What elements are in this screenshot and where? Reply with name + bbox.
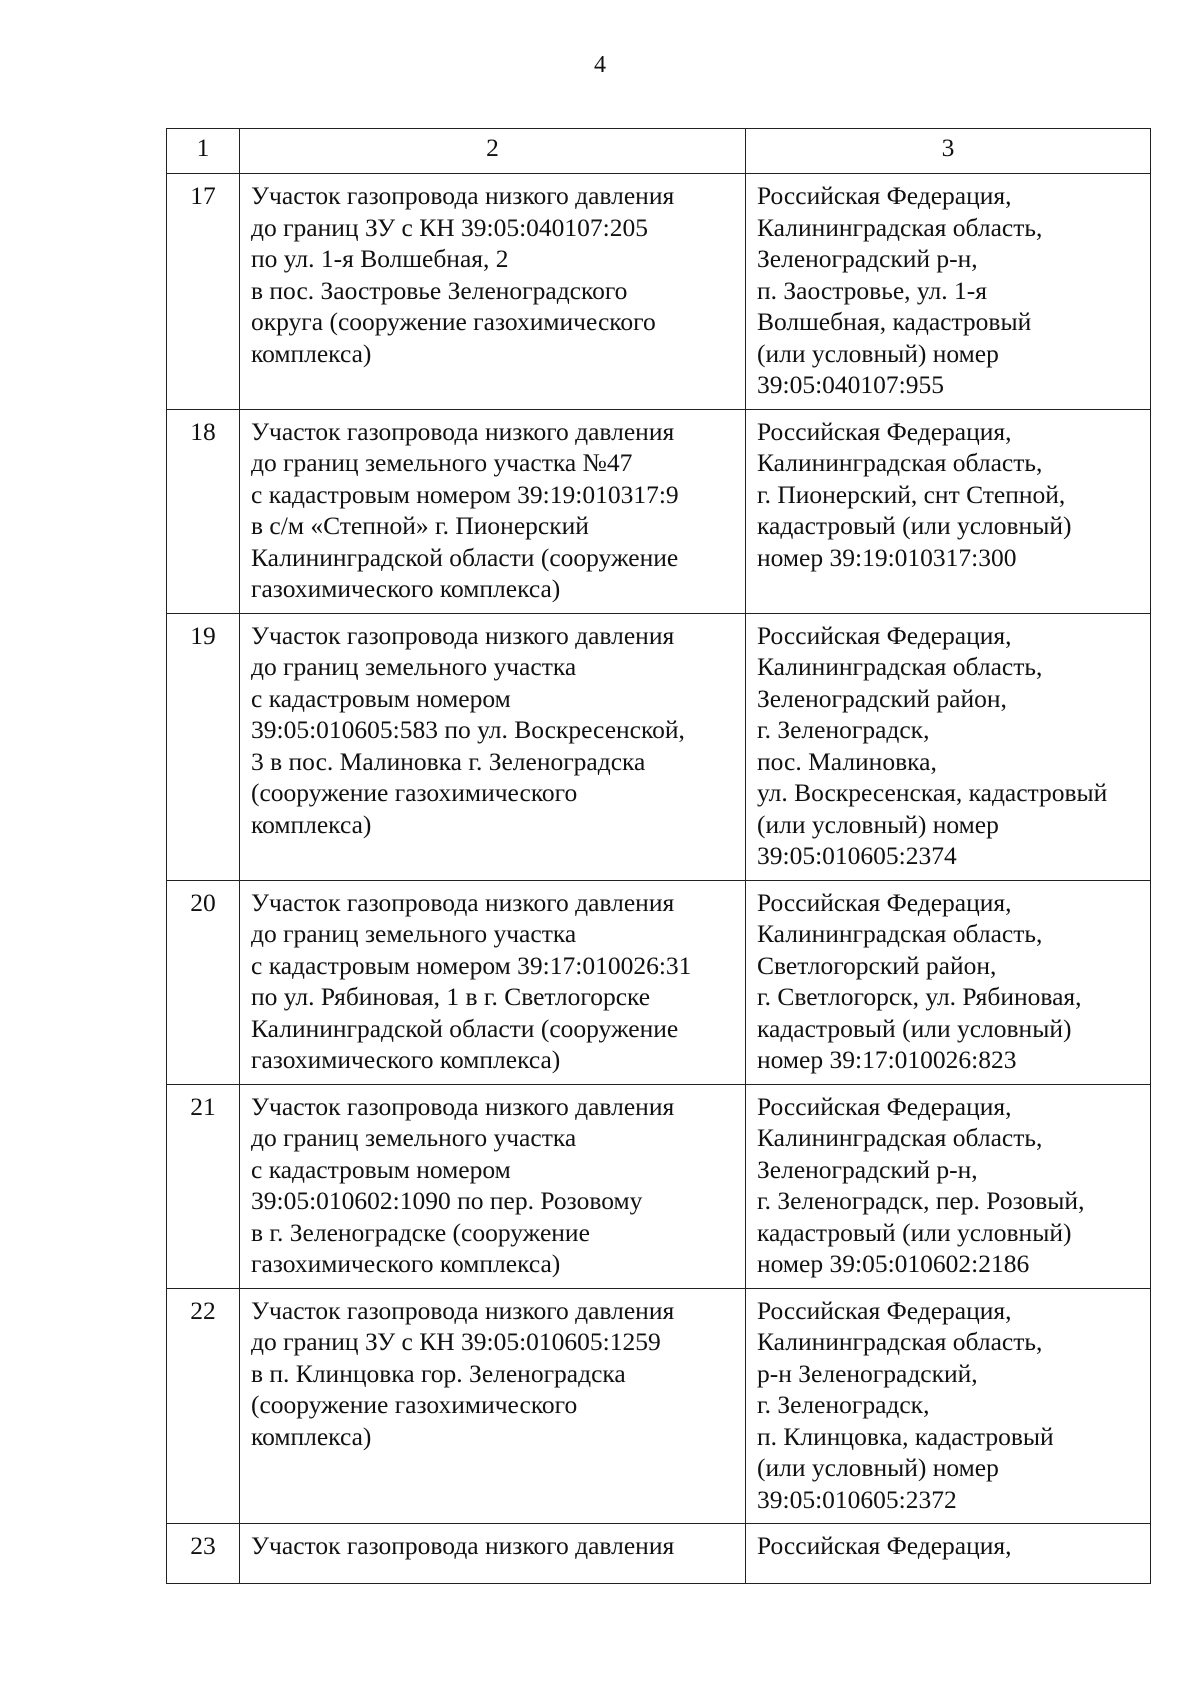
column-header-name: 2 (240, 129, 746, 174)
object-name-cell (240, 174, 746, 410)
table-header-row (167, 129, 1151, 174)
object-name-line: Калининградской области (сооружение (251, 1013, 679, 1043)
object-address-line: Светлогорский район, (757, 950, 997, 980)
object-name-cell (240, 613, 746, 880)
object-address-line: г. Зеленоградск, (757, 1390, 930, 1419)
object-address-line: Российская Федерация, (757, 887, 1012, 917)
page-number: 4 (594, 52, 606, 78)
object-address-line: Российская Федерация, (757, 620, 1012, 650)
column-header-address: 3 (746, 129, 1151, 174)
object-address-line: (или условный) номер (757, 1453, 999, 1482)
column-header-number: 1 (167, 129, 240, 174)
object-name-line: до границ земельного участка №47 (251, 448, 633, 477)
object-name-line: в пос. Заостровье Зеленоградского (251, 275, 628, 305)
object-address-line: Зеленоградский р-н, (757, 1154, 978, 1184)
object-address-line: (или условный) номер (757, 809, 999, 839)
object-address-line: ул. Воскресенская, кадастровый (757, 778, 1108, 807)
object-name-cell (240, 1288, 746, 1524)
object-name-cell (240, 880, 746, 1084)
object-name-cell (240, 409, 746, 613)
object-name-line: Участок газопровода низкого давления (251, 620, 675, 650)
object-address-line: номер 39:05:010602:2186 (757, 1249, 1030, 1278)
object-address-line: п. Заостровье, ул. 1-я (757, 275, 987, 305)
object-address-line: Российская Федерация, (757, 181, 1012, 210)
object-name-line: комплекса) (251, 1421, 372, 1451)
object-name-line: Участок газопровода низкого давления (251, 1091, 675, 1121)
object-address-line: номер 39:19:010317:300 (757, 542, 1017, 572)
object-address-line: Российская Федерация, (757, 1531, 1012, 1560)
object-name-line: округа (сооружение газохимического (251, 307, 656, 336)
row-number: 20 (167, 880, 240, 1084)
table-row (167, 1524, 1151, 1584)
object-address-line: Российская Федерация, (757, 1091, 1012, 1121)
object-address-line: Зеленоградский р-н, (757, 244, 978, 273)
object-name-line: 39:05:010605:583 по ул. Воскресенской, (251, 715, 685, 744)
object-address-line: р-н Зеленоградский, (757, 1358, 978, 1388)
object-name-line: до границ ЗУ с КН 39:05:010605:1259 (251, 1327, 661, 1356)
object-address-line: г. Зеленоградск, (757, 715, 930, 744)
table-row (167, 1084, 1151, 1288)
object-name-line: до границ земельного участка (251, 1123, 577, 1152)
table-row (167, 613, 1151, 880)
object-address-line: Зеленоградский район, (757, 683, 1007, 713)
object-address-cell (746, 174, 1151, 410)
object-address-line: г. Светлогорск, ул. Рябиновая, (757, 982, 1082, 1011)
object-address-line: Калининградская область, (757, 1327, 1043, 1356)
object-name-cell (240, 1084, 746, 1288)
object-name-line: с кадастровым номером (251, 1154, 511, 1184)
object-address-line: Калининградская область, (757, 1123, 1043, 1152)
object-address-line: п. Клинцовка, кадастровый (757, 1421, 1054, 1451)
object-name-cell (240, 1524, 746, 1584)
row-number: 21 (167, 1084, 240, 1288)
object-address-line: кадастровый (или условный) (757, 1013, 1072, 1043)
object-address-cell (746, 1524, 1151, 1584)
object-address-line: Калининградская область, (757, 212, 1043, 242)
row-number: 18 (167, 409, 240, 613)
object-name-line: газохимического комплекса) (251, 574, 561, 603)
object-address-line: Волшебная, кадастровый (757, 307, 1032, 336)
object-name-line: с кадастровым номером 39:17:010026:31 (251, 950, 692, 980)
object-name-line: газохимического комплекса) (251, 1249, 561, 1278)
object-name-line: (сооружение газохимического (251, 778, 578, 807)
row-number: 22 (167, 1288, 240, 1524)
object-name-line: до границ земельного участка (251, 652, 577, 681)
object-address-line: 39:05:040107:955 (757, 370, 945, 399)
object-name-line: до границ ЗУ с КН 39:05:040107:205 (251, 212, 649, 242)
object-address-cell (746, 409, 1151, 613)
object-address-cell (746, 1084, 1151, 1288)
object-name-line: в с/м «Степной» г. Пионерский (251, 511, 589, 540)
object-address-line: кадастровый (или условный) (757, 511, 1072, 540)
object-name-line: Участок газопровода низкого давления (251, 1295, 675, 1325)
object-address-cell (746, 880, 1151, 1084)
object-address-line: г. Зеленоградск, пер. Розовый, (757, 1186, 1085, 1215)
object-address-cell (746, 1288, 1151, 1524)
object-name-line: в п. Клинцовка гор. Зеленоградска (251, 1358, 626, 1388)
object-address-line: г. Пионерский, снт Степной, (757, 479, 1066, 509)
object-name-line: с кадастровым номером 39:19:010317:9 (251, 479, 679, 509)
row-number: 23 (167, 1524, 240, 1584)
object-address-line: (или условный) номер (757, 338, 999, 368)
object-address-line: Калининградская область, (757, 448, 1043, 477)
object-name-line: газохимического комплекса) (251, 1045, 561, 1074)
object-address-cell (746, 613, 1151, 880)
object-name-line: Участок газопровода низкого давления (251, 416, 675, 446)
object-name-line: комплекса) (251, 338, 372, 368)
object-address-line: 39:05:010605:2372 (757, 1484, 957, 1514)
object-name-line: комплекса) (251, 809, 372, 839)
object-name-line: Калининградской области (сооружение (251, 542, 679, 572)
row-number: 17 (167, 174, 240, 410)
object-name-line: 3 в пос. Малиновка г. Зеленоградска (251, 746, 646, 776)
object-address-line: номер 39:17:010026:823 (757, 1045, 1017, 1074)
table-row (167, 174, 1151, 410)
object-name-line: 39:05:010602:1090 по пер. Розовому (251, 1186, 643, 1215)
object-address-line: 39:05:010605:2374 (757, 841, 957, 870)
table-body (167, 174, 1151, 1584)
object-name-line: по ул. 1-я Волшебная, 2 (251, 244, 509, 273)
table-row (167, 880, 1151, 1084)
object-name-line: Участок газопровода низкого давления (251, 181, 675, 210)
object-address-line: пос. Малиновка, (757, 746, 937, 776)
object-address-line: Российская Федерация, (757, 416, 1012, 446)
object-name-line: до границ земельного участка (251, 919, 577, 948)
table-row (167, 1288, 1151, 1524)
object-address-line: Калининградская область, (757, 652, 1043, 681)
object-name-line: Участок газопровода низкого давления (251, 1531, 675, 1560)
object-name-line: по ул. Рябиновая, 1 в г. Светлогорске (251, 982, 651, 1011)
objects-table (166, 128, 1151, 1584)
object-address-line: Калининградская область, (757, 919, 1043, 948)
object-name-line: с кадастровым номером (251, 683, 511, 713)
object-name-line: в г. Зеленоградске (сооружение (251, 1217, 590, 1247)
object-name-line: (сооружение газохимического (251, 1390, 578, 1419)
object-address-line: Российская Федерация, (757, 1295, 1012, 1325)
table-row (167, 409, 1151, 613)
row-number: 19 (167, 613, 240, 880)
object-address-line: кадастровый (или условный) (757, 1217, 1072, 1247)
object-name-line: Участок газопровода низкого давления (251, 887, 675, 917)
